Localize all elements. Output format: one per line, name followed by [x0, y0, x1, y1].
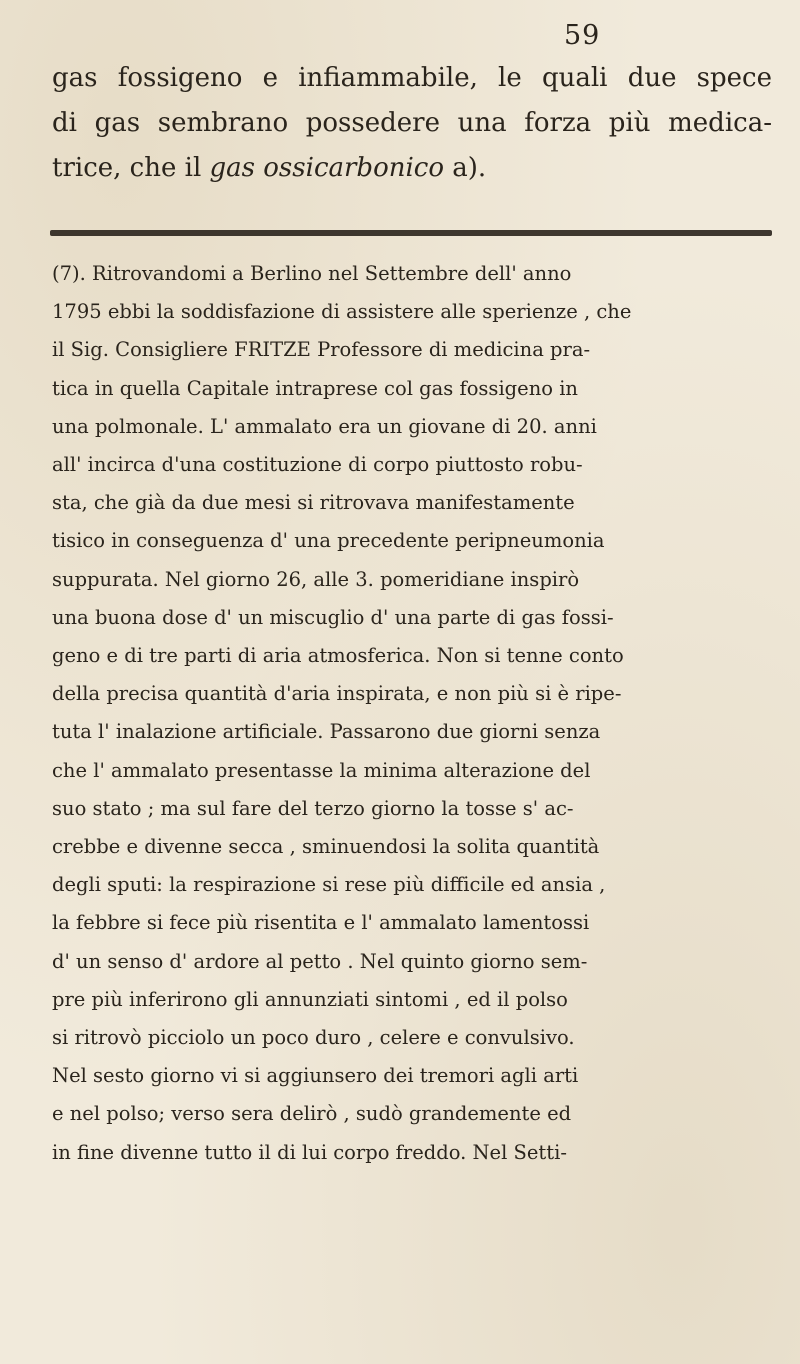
footnote-line: degli sputi: la respirazione si rese più difficile ed ansia ,: [52, 873, 606, 897]
footnote-line: (7). Ritrovandomi a Berlino nel Settembre dell' anno: [52, 262, 572, 285]
footnote-line: in fine divenne tutto il di lui corpo freddo. Nel Setti-: [52, 1140, 567, 1164]
footnote-block: [52, 255, 774, 1172]
footnote-line: all' incirca d'una costituzione di corpo piuttosto robu-: [52, 453, 583, 477]
text-line: di gas sembrano possedere una forza più medica-: [52, 108, 772, 138]
footnote-line: che l' ammalato presentasse la minima alterazione del: [52, 758, 591, 782]
footnote-line: crebbe e divenne secca , sminuendosi la solita quantità: [52, 835, 600, 859]
footnote-line: una polmonale. L' ammalato era un giovane di 20. anni: [52, 414, 597, 438]
text-line-last: [52, 146, 772, 191]
footnote-line: una buona dose d' un miscuglio d' una parte di gas fossi-: [52, 605, 614, 629]
footnote-line: tisico in conseguenza d' una precedente peripneumonia: [52, 529, 605, 553]
footnote-line: la febbre si fece più risentita e l' ammalato lamentossi: [52, 911, 590, 935]
text-line: gas fossigeno e infiammabile, le quali due spece: [52, 63, 772, 93]
footnote-line: d' un senso d' ardore al petto . Nel quinto giorno sem-: [52, 949, 588, 973]
footnote-line: sta, che già da due mesi si ritrovava manifestamente: [52, 491, 575, 515]
text-fragment: trice, che il: [52, 153, 210, 183]
italic-term: gas ossicarbonico: [209, 153, 445, 183]
main-paragraph: [52, 56, 772, 191]
footnote-line: suppurata. Nel giorno 26, alle 3. pomeridiane inspirò: [52, 567, 580, 591]
footnote-line: suo stato ; ma sul fare del terzo giorno la tosse s' ac-: [52, 796, 574, 820]
text-fragment: a).: [444, 153, 487, 183]
footnote-line: tuta l' inalazione artificiale. Passarono due giorni senza: [52, 720, 601, 744]
footnote-line: Nel sesto giorno vi si aggiunsero dei tremori agli arti: [52, 1064, 579, 1088]
footnote-line: il Sig. Consigliere FRITZE Professore di medicina pra-: [52, 338, 591, 362]
footnote-line: si ritrovò picciolo un poco duro , celere e convulsivo.: [52, 1026, 575, 1050]
footnote-line: della precisa quantità d'aria inspirata, e non più si è ripe-: [52, 682, 622, 706]
page-number: 59: [564, 20, 601, 51]
footnote-line: e nel polso; verso sera delirò , sudò grandemente ed: [52, 1102, 572, 1126]
footnote-line: pre più inferirono gli annunziati sintomi , ed il polso: [52, 987, 568, 1011]
footnote-line: geno e di tre parti di aria atmosferica. Non si tenne conto: [52, 644, 624, 668]
footnote-line: 1795 ebbi la soddisfazione di assistere alle sperienze , che: [52, 300, 632, 324]
separator-rule: [50, 230, 772, 236]
footnote-line: tica in quella Capitale intraprese col gas fossigeno in: [52, 376, 578, 400]
